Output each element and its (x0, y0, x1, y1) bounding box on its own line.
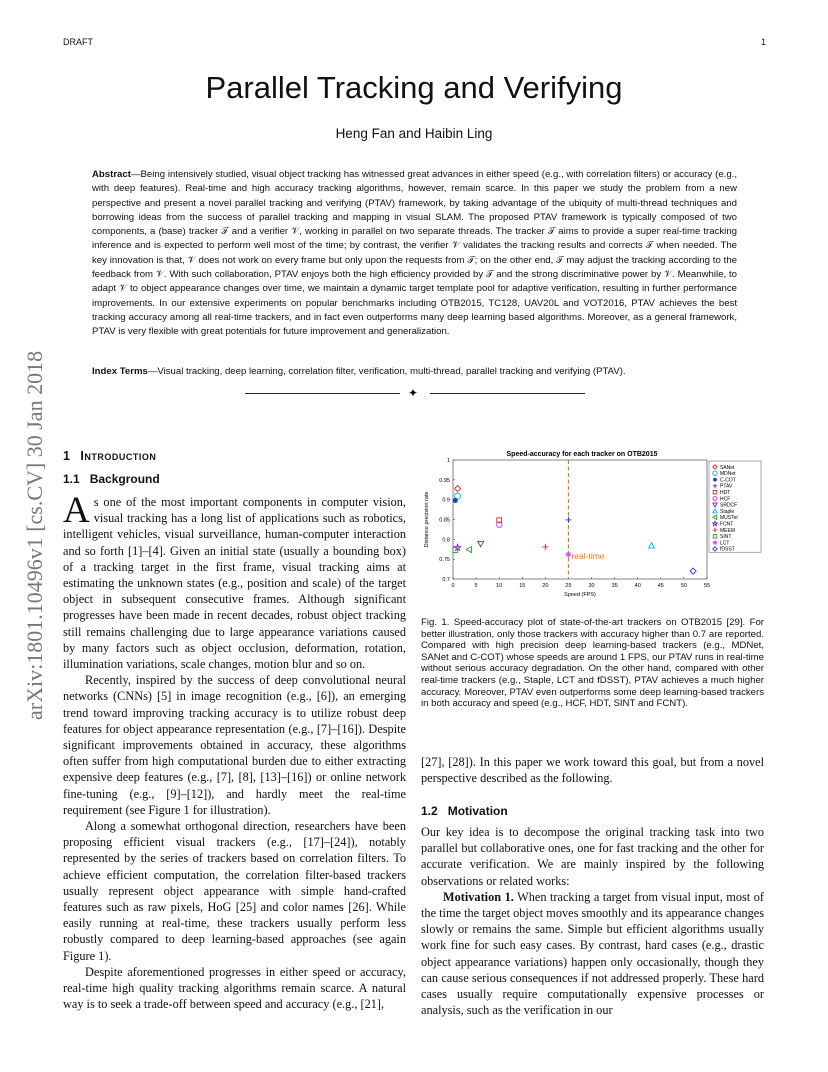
legend-label-muster: MUSTer (720, 515, 739, 522)
motivation-1-paragraph (421, 889, 764, 1019)
section-number: 1 (63, 449, 70, 463)
section-divider (245, 386, 585, 400)
y-tick-label: 0.8 (442, 537, 450, 544)
x-tick-label: 45 (657, 583, 664, 589)
y-tick-label: 0.85 (439, 517, 450, 524)
right-column-top (421, 754, 764, 786)
legend-label-mdnet: MDNet (720, 471, 736, 478)
legend-label-fdsst: fDSST (720, 546, 735, 553)
x-tick-label: 50 (680, 583, 687, 589)
legend-marker-c-cot (713, 478, 717, 482)
x-tick-label: 5 (474, 583, 478, 589)
right-paragraph-1: [27], [28]). In this paper we work toward this goal, but from a novel perspective described as the following. (421, 755, 764, 786)
x-tick-label: 0 (451, 583, 455, 589)
subsection-number: 1.2 (421, 804, 438, 818)
x-tick-label: 10 (496, 583, 503, 589)
paper-title: Parallel Tracking and Verifying (205, 70, 623, 105)
x-tick-label: 15 (519, 583, 526, 589)
subsection-title: Motivation (447, 804, 508, 818)
x-tick-label: 25 (565, 583, 572, 589)
intro-paragraph-2: Recently, inspired by the success of deep convolutional neural networks (CNNs) [5] in image recognition (e.g., [6]), an emerging trend toward improving tracking accuracy is to utilize robust deep features for object appearance representation (e.g., [7]–[16]). Despite significant improvements obtained in accuracy, these algorithms often suffer from high computational burden due to either extracting expensive deep features (e.g., [7], [8], [13]–[16]) or online network fine-tuning (e.g., [9]–[12]), and hardly meet the real-time requirement (see Figure 1 for illustration). (63, 673, 406, 817)
intro-paragraph-4: Despite aforementioned progresses in either speed or accuracy, real-time high quality tracking algorithms remain scarce. A natural way is to seek a trade-off between speed and accuracy (e.g., [21], (63, 964, 406, 1012)
index-terms-label: Index Terms (92, 366, 148, 377)
x-tick-label: 40 (634, 583, 641, 589)
subsection-number: 1.1 (63, 472, 80, 486)
divider-ornament: ✦ (408, 386, 419, 400)
data-point-sanet (455, 486, 461, 492)
y-tick-label: 1 (446, 458, 450, 464)
x-axis-label: Speed (FPS) (564, 592, 596, 598)
speed-accuracy-chart (419, 447, 764, 605)
data-point-ptav (565, 517, 571, 523)
legend-label-meem: MEEM (720, 527, 735, 534)
legend-label-lct: LCT (720, 540, 730, 547)
data-point-staple (649, 543, 655, 548)
data-point-muster (466, 547, 471, 553)
index-terms (92, 366, 737, 377)
abstract-label: Abstract (92, 169, 131, 180)
legend-label-c-cot: C-COT (720, 477, 736, 484)
section-title: Introduction (80, 449, 157, 463)
subsection-title: Background (89, 472, 160, 486)
page-number: 1 (760, 37, 766, 47)
section-heading-introduction (63, 449, 156, 463)
subsection-heading-background (63, 472, 160, 486)
real-time-label: real-time (571, 551, 605, 562)
author-list: Heng Fan and Haibin Ling (335, 126, 493, 141)
abstract-text: —Being intensively studied, visual object tracking has witnessed great advances in either speed (e.g., with correlation filters) or accuracy (e.g., with deep features). Real-time and high accuracy tracking algorithms, however, remain scarce. In this paper we study the problem from a new perspective and present a novel parallel tracking and verifying (PTAV) framework, by taking advantage of the ubiquity of multi-thread techniques and borrowing ideas from the success of parallel tracking and mapping in visual SLAM. The proposed PTAV framework is typically composed of two components, a (base) tracker 𝒯 and a verifier 𝒱, working in parallel on two separate threads. The tracker 𝒯 aims to provide a super real-time tracking inference and is expected to perform well most of the time; by contrast, the verifier 𝒱 validates the tracking results and corrects 𝒯 when needed. The key innovation is that, 𝒱 does not work on every frame but only upon the requests from 𝒯; on the other end, 𝒯 may adjust the tracking according to the feedback from 𝒱. With such collaboration, PTAV enjoys both the high efficiency provided by 𝒯 and the strong discriminative power by 𝒱. Meanwhile, to adapt 𝒱 to object appearance changes over time, we maintain a dynamic target template pool for adaptive verification, resulting in further performance improvements. In our extensive experiments on popular benchmarks including OTB2015, TC128, UAV20L and VOT2016, PTAV achieves the best tracking accuracy among all real-time trackers, and in fact even outperforms many deep learning based algorithms. Moreover, as a general framework, PTAV is very flexible with great potentials for future improvement and generalization. (92, 169, 737, 338)
y-tick-label: 0.9 (442, 497, 450, 504)
y-tick-label: 0.75 (439, 557, 450, 564)
right-column-bottom (421, 824, 764, 1018)
legend-label-sint: SINT (720, 534, 732, 541)
subsection-heading-motivation (421, 804, 508, 818)
data-point-meem (542, 544, 548, 550)
data-point-srdcf (478, 541, 484, 546)
data-point-lct (565, 551, 571, 557)
x-tick-label: 55 (703, 583, 711, 589)
left-column (63, 490, 406, 1013)
index-terms-text: —Visual tracking, deep learning, correlation filter, verification, multi-thread, parallel tracking and verifying (PTAV). (147, 366, 626, 377)
x-tick-label: 30 (588, 583, 595, 589)
data-point-c-cot (453, 498, 458, 503)
dropcap: A (63, 490, 90, 531)
legend-label-sanet: SANet (720, 464, 735, 471)
y-axis-label: Distance precision rate (424, 491, 430, 548)
legend-label-hdt: HDT (720, 490, 731, 496)
legend-label-hcf: HCF (720, 496, 731, 503)
x-tick-label: 20 (542, 583, 549, 589)
legend-label-ptav: PTAV (720, 483, 733, 490)
intro-paragraph-1 (63, 490, 406, 672)
legend-label-staple: Staple (720, 508, 735, 515)
paragraph-text: When tracking a target from visual input, most of the time the target object moves smoothly and its appearance changes slowly or remains the same. Simple but efficient algorithms usually work fine for such easy cases. By contrast, hard cases (e.g., drastic object appearance variations) happen only occasionally, though they can cause serious consequences if not addressed properly. These hard cases usually require computationally expensive processes or analysis, such as the verification in our (421, 889, 764, 1018)
x-tick-label: 35 (611, 583, 618, 589)
arxiv-stamp: arXiv:1801.10496v1 [cs.CV] 30 Jan 2018 (22, 350, 47, 720)
figure-1-caption: Fig. 1. Speed-accuracy plot of state-of-the-art trackers on OTB2015 [29]. For better illustration, only those trackers with accuracy higher than 0.7 are reported. Compared with high precision deep learning-based trackers (e.g., MDNet, SANet and C-COT) whose speeds are around 1 FPS, our PTAV runs in real-time without serious accuracy degradation. On the other hand, compared with other real-time trackers (e.g., Staple, LCT and fDSST), PTAV achieves a much higher accuracy. Moreover, PTAV even outperforms some deep learning-based trackers in both accuracy and speed (e.g., HCF, HDT, SINT and FCNT). (421, 617, 764, 710)
abstract (92, 168, 737, 340)
data-point-fdsst (690, 568, 696, 574)
paragraph-text: s one of the most important components in computer vision, visual tracking has a long list of applications such as robotics, intelligent vehicles, visual surveillance, human-computer interaction and so forth [1]–[4]. Given an initial state (usually a bounding box) of a tracking target in the first frame, visual tracking aims at estimating the unknown states (e.g., position and scale) of the target object in subsequent consecutive frames. Although significant progresses have been made in recent decades, robust object tracking still remains challenging due to large appearance variations caused by many factors such as object occlusion, deformation, rotation, illumination variations, scale changes, motion blur and so on. (63, 495, 406, 672)
legend-label-srdcf: SRDCF (720, 502, 738, 509)
motivation-1-label: Motivation 1. (443, 889, 514, 904)
legend-marker-lct (713, 540, 717, 544)
motivation-paragraph: Our key idea is to decompose the original tracking task into two parallel but collaborative ones, one for fast tracking and the other for accurate verification. We are mainly inspired by the following observations or related works: (421, 825, 764, 888)
running-header: DRAFT (63, 37, 93, 47)
y-tick-label: 0.7 (442, 577, 450, 583)
intro-paragraph-3: Along a somewhat orthogonal direction, researchers have been proposing efficient visual trackers (e.g., [17]–[24]), notably represented by the series of trackers based on correlation filters. To achieve efficient computation, the correlation filter-based trackers usually represent object appearance with simple hand-crafted features such as raw pixels, HoG [25] and color names [26]. While easily running at real-time, these trackers usually perform less robustly compared to deep learning-based approaches (see again Figure 1). (63, 819, 406, 963)
y-tick-label: 0.95 (439, 477, 450, 484)
chart-title: Speed-accuracy for each tracker on OTB2015 (506, 451, 658, 458)
legend-label-fcnt: FCNT (720, 521, 734, 528)
